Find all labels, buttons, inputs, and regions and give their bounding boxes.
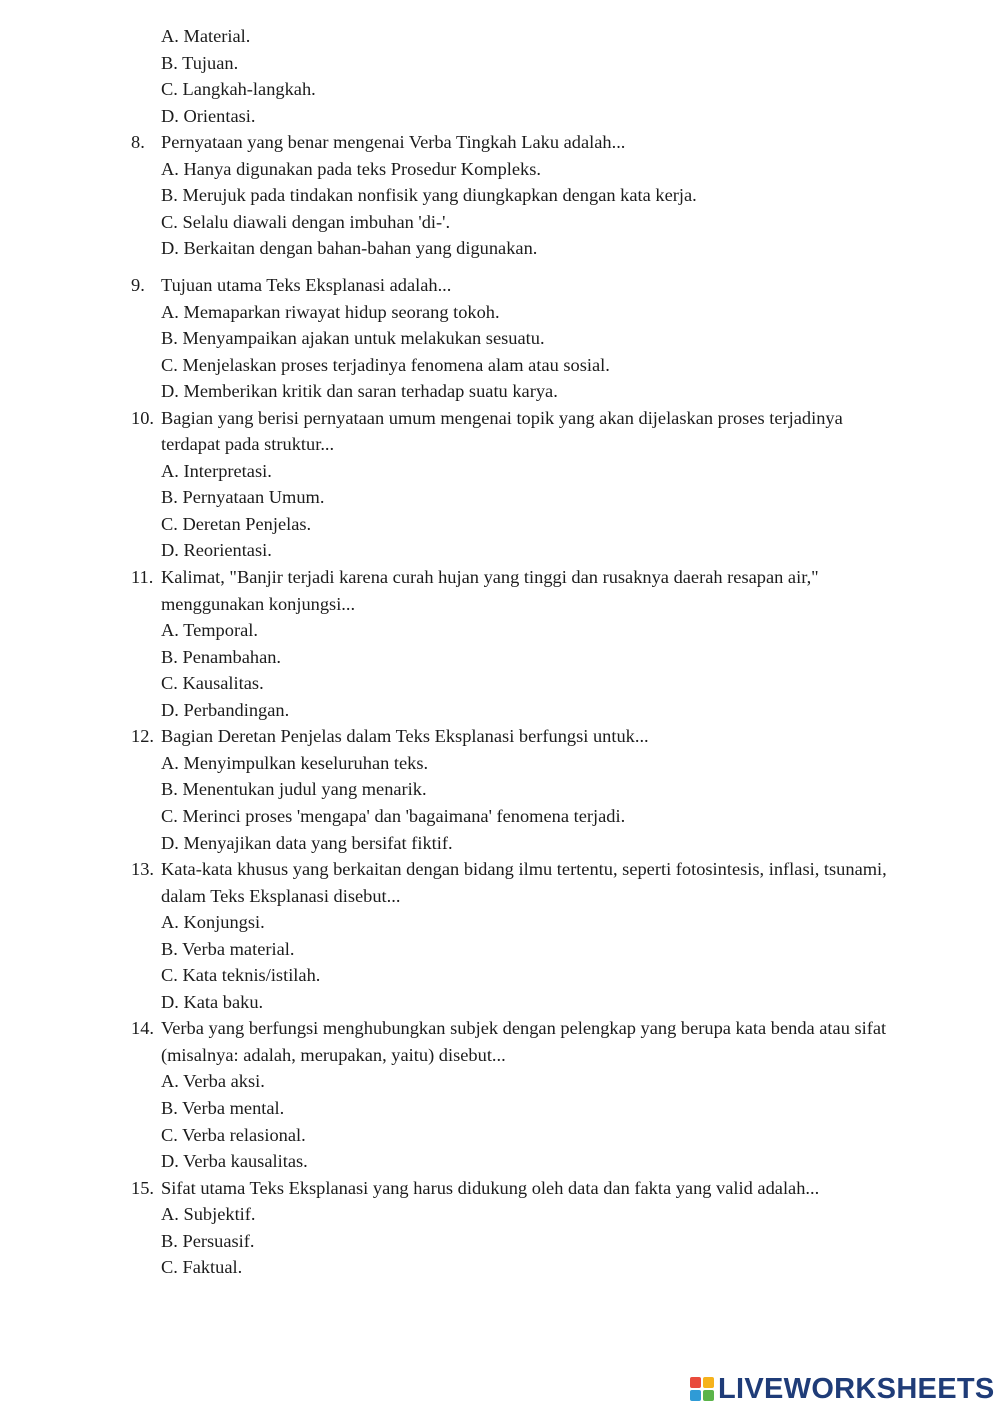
answer-option[interactable]: D. Menyajikan data yang bersifat fiktif.: [161, 832, 453, 853]
answer-option[interactable]: B. Merujuk pada tindakan nonfisik yang diungkapkan dengan kata kerja.: [161, 185, 697, 206]
answer-option[interactable]: A. Temporal.: [161, 620, 258, 641]
answer-option[interactable]: B. Verba mental.: [161, 1098, 285, 1118]
question-text: Tujuan utama Teks Eksplanasi adalah...: [161, 274, 452, 295]
answer-option[interactable]: C. Verba relasional.: [161, 1124, 306, 1145]
answer-option[interactable]: A. Interpretasi.: [161, 460, 272, 481]
answer-option[interactable]: A. Konjungsi.: [161, 912, 265, 933]
answer-option[interactable]: B. Persuasif.: [161, 1230, 255, 1251]
answer-option[interactable]: D. Orientasi.: [161, 105, 256, 126]
question-number: 8.: [131, 132, 145, 153]
question-number: 14.: [131, 1018, 154, 1039]
answer-option[interactable]: A. Memaparkan riwayat hidup seorang tokoh.: [161, 301, 500, 322]
question-text: Pernyataan yang benar mengenai Verba Tingkah Laku adalah...: [161, 132, 626, 153]
question-text: Kalimat, "Banjir terjadi karena curah hujan yang tinggi dan rusaknya daerah resapan air,": [161, 567, 819, 587]
answer-option[interactable]: B. Pernyataan Umum.: [161, 487, 325, 508]
answer-option[interactable]: C. Merinci proses 'mengapa' dan 'bagaimana' fenomena terjadi.: [161, 805, 626, 826]
liveworksheets-logo-icon: [690, 1377, 714, 1401]
answer-option[interactable]: D. Reorientasi.: [161, 540, 272, 561]
answer-option[interactable]: D. Perbandingan.: [161, 699, 290, 720]
answer-option[interactable]: B. Menentukan judul yang menarik.: [161, 779, 427, 800]
brand-name: LIVEWORKSHEETS: [718, 1373, 995, 1405]
question-text: (misalnya: adalah, merupakan, yaitu) disebut...: [161, 1044, 506, 1065]
question-text: Sifat utama Teks Eksplanasi yang harus didukung oleh data dan fakta yang valid adalah...: [161, 1177, 820, 1198]
answer-option[interactable]: A. Verba aksi.: [161, 1071, 265, 1092]
question-number: 13.: [131, 859, 154, 880]
answer-option[interactable]: C. Langkah-langkah.: [161, 79, 316, 100]
answer-option[interactable]: C. Menjelaskan proses terjadinya fenomena alam atau sosial.: [161, 354, 610, 375]
question-number: 15.: [131, 1177, 154, 1198]
answer-option[interactable]: D. Kata baku.: [161, 991, 264, 1012]
question-text: Bagian Deretan Penjelas dalam Teks Eksplanasi berfungsi untuk...: [161, 726, 649, 747]
question-text: Kata-kata khusus yang berkaitan dengan bidang ilmu tertentu, seperti fotosintesis, inflasi, tsunami,: [161, 859, 887, 880]
question-text: Bagian yang berisi pernyataan umum mengenai topik yang akan dijelaskan proses terjadinya: [161, 407, 843, 428]
answer-option[interactable]: A. Subjektif.: [161, 1204, 256, 1225]
answer-option[interactable]: B. Menyampaikan ajakan untuk melakukan sesuatu.: [161, 328, 545, 349]
liveworksheets-brand[interactable]: [690, 1371, 995, 1407]
question-text: Verba yang berfungsi menghubungkan subjek dengan pelengkap yang berupa kata benda atau sifat: [161, 1018, 887, 1039]
question-text: menggunakan konjungsi...: [161, 593, 356, 614]
question-number: 10.: [131, 407, 154, 428]
answer-option[interactable]: B. Penambahan.: [161, 646, 282, 667]
answer-option[interactable]: C. Kausalitas.: [161, 673, 264, 694]
answer-option[interactable]: C. Kata teknis/istilah.: [161, 965, 321, 986]
answer-option[interactable]: B. Verba material.: [161, 938, 295, 959]
answer-option[interactable]: C. Deretan Penjelas.: [161, 513, 312, 534]
answer-option[interactable]: C. Faktual.: [161, 1257, 243, 1278]
question-text: terdapat pada struktur...: [161, 434, 335, 455]
answer-option[interactable]: B. Tujuan.: [161, 52, 239, 73]
answer-option[interactable]: A. Material.: [161, 26, 251, 46]
question-text: dalam Teks Eksplanasi disebut...: [161, 885, 401, 906]
question-number: 9.: [131, 274, 145, 295]
answer-option[interactable]: C. Selalu diawali dengan imbuhan 'di-'.: [161, 211, 451, 232]
question-number: 12.: [131, 726, 154, 747]
answer-option[interactable]: A. Menyimpulkan keseluruhan teks.: [161, 752, 429, 773]
answer-option[interactable]: D. Berkaitan dengan bahan-bahan yang digunakan.: [161, 238, 538, 259]
answer-option[interactable]: A. Hanya digunakan pada teks Prosedur Kompleks.: [161, 158, 541, 179]
answer-option[interactable]: D. Memberikan kritik dan saran terhadap suatu karya.: [161, 381, 558, 402]
answer-option[interactable]: D. Verba kausalitas.: [161, 1151, 308, 1172]
question-number: 11.: [131, 567, 154, 587]
